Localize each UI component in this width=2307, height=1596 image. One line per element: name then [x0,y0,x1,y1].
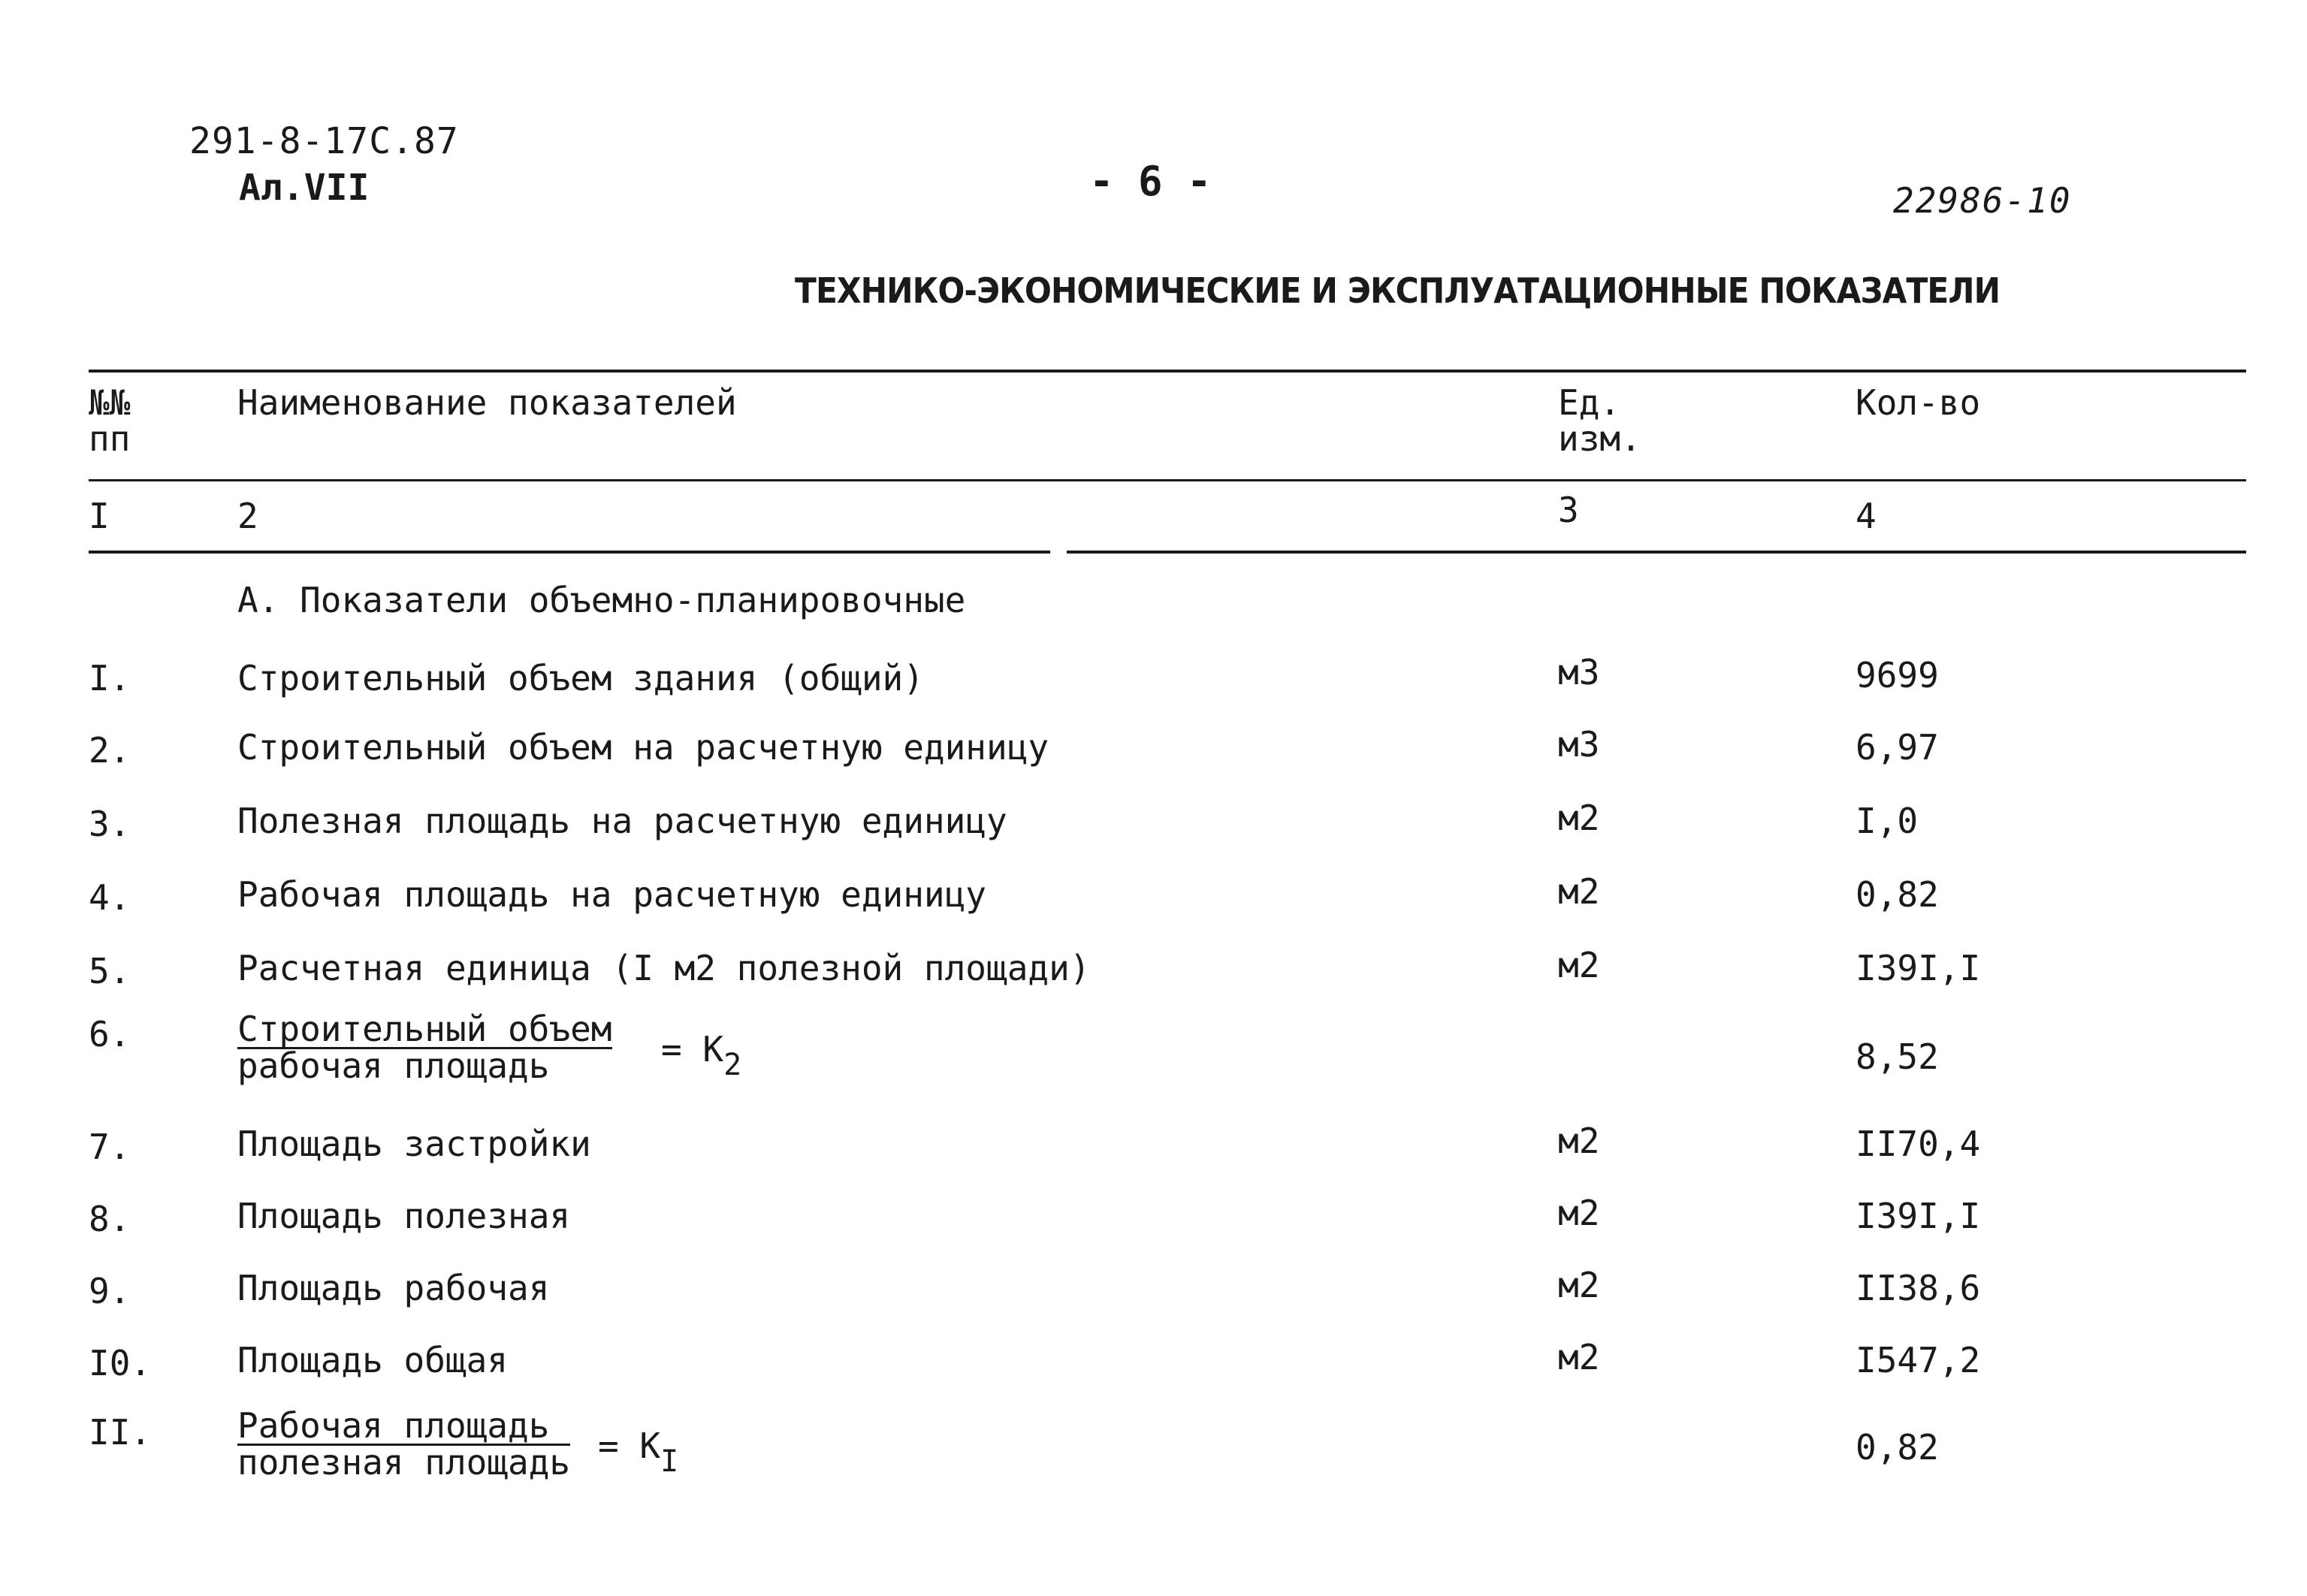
formula-coefficient [598,1426,679,1479]
row-value: 6,97 [1856,727,1939,768]
row-number: 9. [89,1271,131,1311]
coefficient-subscript: 2 [723,1048,742,1082]
row-number: I. [89,658,131,698]
table-column-numbers-rule-left [89,551,1050,554]
row-number: 8. [89,1199,131,1239]
row-number: 7. [89,1127,131,1167]
row-value: 0,82 [1856,1427,1939,1468]
row-unit: м2 [1558,1337,1600,1377]
header-num: №№ пп [89,382,131,459]
row-name: Площадь рабочая [237,1268,550,1308]
row-number: I0. [89,1343,152,1383]
row-number: 2. [89,730,131,771]
document-title: ТЕХНИКО-ЭКОНОМИЧЕСКИЕ И ЭКСПЛУАТАЦИОННЫЕ ПОКАЗАТЕЛИ [795,270,2001,311]
row-value: I39I,I [1856,1196,1981,1236]
row-name: Строительный объем здания (общий) [237,658,924,698]
header-name: Наименование показателей [237,382,737,423]
row-unit: м3 [1558,652,1600,692]
table-header-rule [89,479,2246,481]
row-unit: м2 [1558,945,1600,985]
row-unit: м2 [1558,1265,1600,1305]
fraction-denominator: полезная площадь [237,1442,571,1483]
table-top-rule [89,370,2246,373]
page-number: - 6 - [1089,158,1212,205]
row-name: Строительный объем на расчетную единицу [237,727,1049,768]
row-value: I,0 [1856,801,1919,841]
row-value: II38,6 [1856,1268,1981,1308]
row-unit: м2 [1558,871,1600,912]
fraction-formula [237,1009,612,1086]
fraction-numerator: Строительный объем [237,1009,612,1049]
document-code: 291-8-17С.87 [189,120,459,162]
coefficient-symbol: = К [598,1426,661,1466]
section-title: А. Показатели объемно-планировочные [237,580,966,620]
album-number: Ал.VII [239,167,370,209]
column-number-3: 3 [1558,490,1579,530]
row-name: Площадь полезная [237,1196,571,1236]
row-name: Расчетная единица (I м2 полезной площади) [237,948,1091,988]
row-name: Рабочая площадь на расчетную единицу [237,874,986,915]
column-number-1: I [89,496,110,536]
row-name: Полезная площадь на расчетную единицу [237,801,1007,841]
row-value: I39I,I [1856,948,1981,988]
row-number: 5. [89,951,131,991]
row-name: Площадь застройки [237,1124,591,1164]
row-unit: м2 [1558,1121,1600,1161]
table-column-numbers-rule-right [1067,551,2246,554]
row-value: I547,2 [1856,1340,1981,1380]
header-unit: Ед. изм. [1558,382,1641,459]
coefficient-subscript: I [660,1444,679,1479]
row-value: 9699 [1856,655,1939,695]
row-unit: м2 [1558,798,1600,838]
inventory-number: 22986-10 [1893,180,2072,221]
row-unit: м2 [1558,1193,1600,1233]
row-number: 6. [89,1014,131,1054]
row-number: II. [89,1412,152,1453]
fraction-denominator: рабочая площадь [237,1045,550,1086]
row-value: 0,82 [1856,874,1939,915]
row-name: Площадь общая [237,1340,509,1380]
row-value: II70,4 [1856,1124,1981,1164]
row-value: 8,52 [1856,1036,1939,1077]
coefficient-symbol: = К [661,1029,724,1070]
fraction-numerator: Рабочая площадь [237,1409,570,1446]
formula-coefficient [661,1029,742,1082]
row-number: 3. [89,804,131,844]
row-unit: м3 [1558,724,1600,765]
fraction-formula [237,1405,571,1483]
header-value: Кол-во [1856,382,1981,423]
row-number: 4. [89,877,131,918]
column-number-2: 2 [237,496,258,536]
column-number-4: 4 [1856,496,1877,536]
